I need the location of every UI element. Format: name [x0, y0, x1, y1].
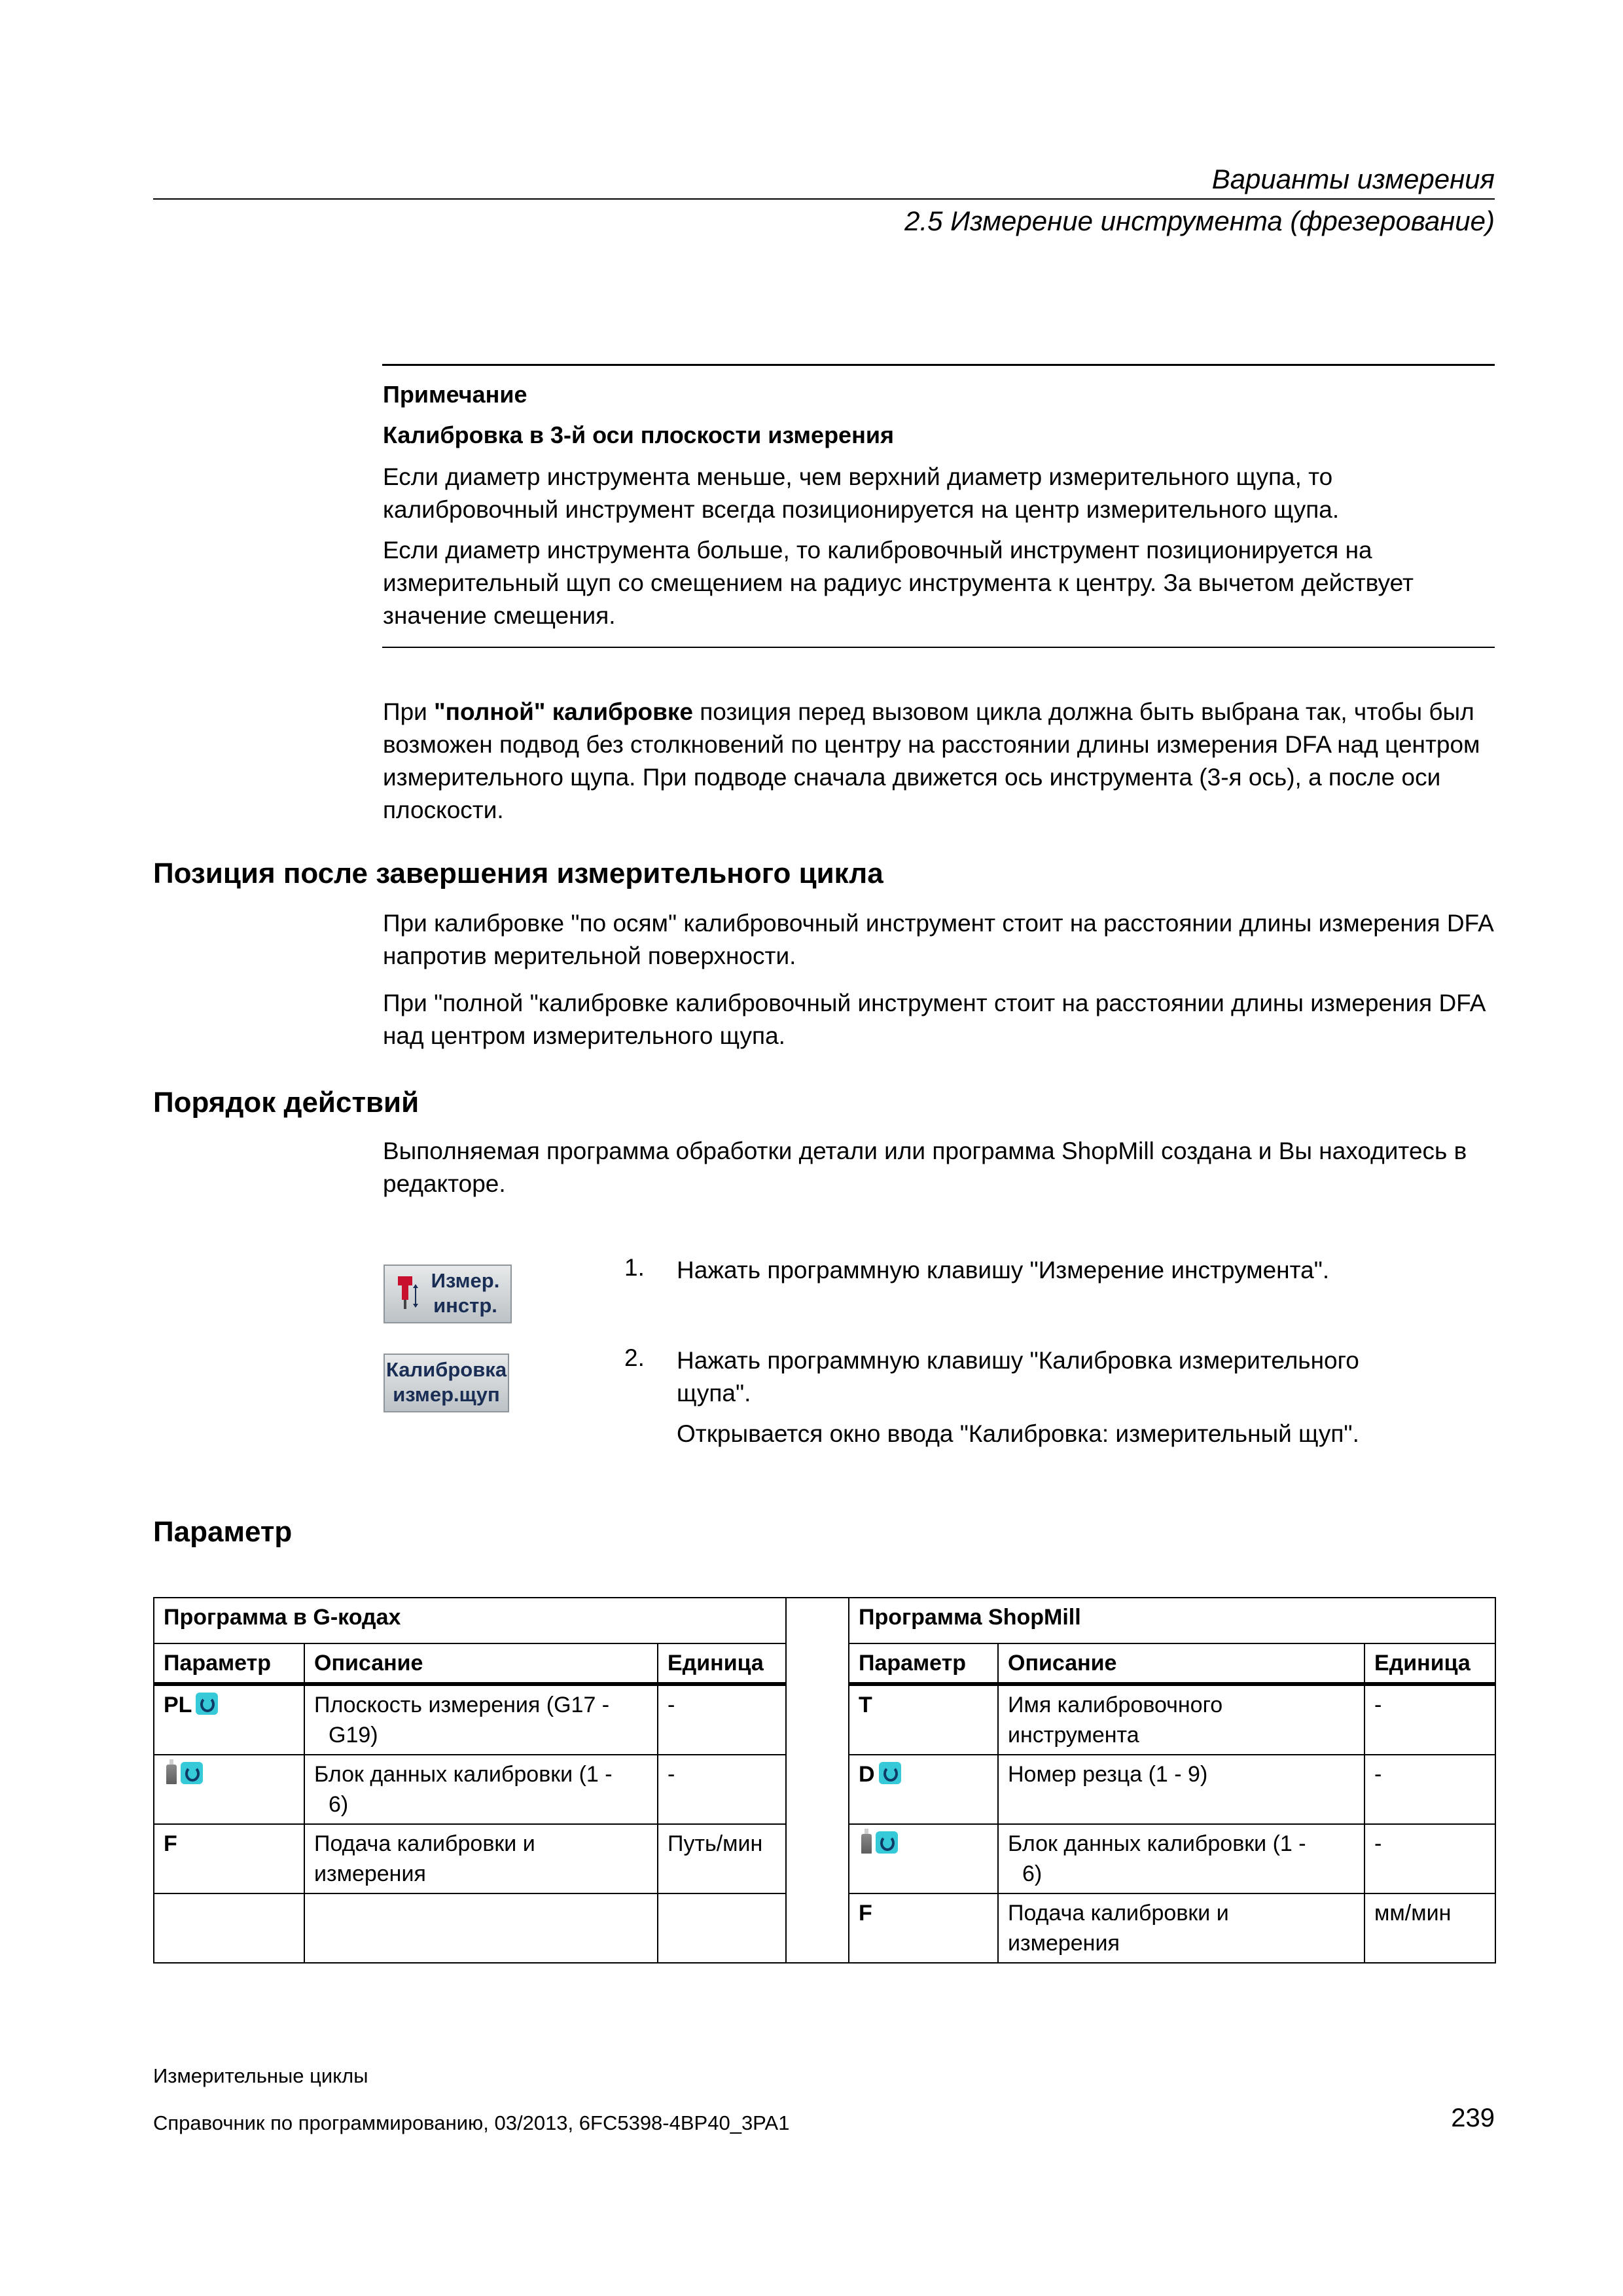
gcode-unit-cell: - — [658, 1684, 786, 1755]
probe-icon — [861, 1834, 872, 1854]
cycle-toggle-icon — [196, 1693, 218, 1715]
probe-icon — [166, 1765, 177, 1784]
note-paragraph-2: Если диаметр инструмента больше, то калибровочный инструмент позиционируется на измерительный щуп со смещением на радиус инструмента к центру. За вычетом действует значение смещения. — [383, 537, 1414, 629]
gcode-col-unit: Единица — [658, 1643, 786, 1684]
note-block — [383, 374, 1495, 632]
shopmill-col-desc: Описание — [998, 1643, 1364, 1684]
softkey-tool-measure[interactable] — [383, 1265, 512, 1323]
step-1-number: 1. — [624, 1254, 645, 1281]
cycle-toggle-icon — [876, 1831, 898, 1854]
position-paragraphs — [383, 907, 1495, 1052]
gcode-desc-cell: Подача калибровки и измерения — [304, 1824, 658, 1893]
step-2-text: Нажать программную клавишу "Калибровка измерительного щупа". — [677, 1347, 1359, 1407]
note-paragraph-1: Если диаметр инструмента меньше, чем верхний диаметр измерительного щупа, то калибровочный инструмент всегда позиционируется на центр измерительного щупа. — [383, 463, 1340, 523]
intro-paragraph — [383, 696, 1495, 827]
table-row — [154, 1893, 304, 1963]
shopmill-unit-cell: - — [1364, 1755, 1495, 1824]
note-title: Калибровка в 3-й оси плоскости измерения — [383, 422, 894, 448]
procedure-paragraph: Выполняемая программа обработки детали или программа ShopMill создана и Вы находитесь в редакторе. — [383, 1138, 1467, 1197]
shopmill-desc-cell: Подача калибровки и измерения — [998, 1893, 1364, 1963]
table-row — [849, 1824, 998, 1893]
step-2-number: 2. — [624, 1344, 645, 1371]
table-row: PL — [154, 1684, 304, 1755]
softkey2-line2: измер.щуп — [393, 1383, 500, 1406]
position-paragraph-1: При калибровке "по осям" калибровочный инструмент стоит на расстоянии длины измерения DFA напротив мерительной поверхности. — [383, 910, 1493, 969]
heading-parameters: Параметр — [153, 1516, 293, 1548]
softkey1-line1: Измер. — [431, 1269, 500, 1292]
intro-bold: "полной" калибровке — [434, 698, 693, 725]
cycle-toggle-icon — [879, 1762, 901, 1784]
gcode-col-param: Параметр — [154, 1643, 304, 1684]
shopmill-desc-cell: Номер резца (1 - 9) — [998, 1755, 1364, 1824]
cycle-toggle-icon — [181, 1762, 203, 1784]
step-2-subtext: Открывается окно ввода "Калибровка: измерительный щуп". — [677, 1420, 1359, 1447]
heading-procedure: Порядок действий — [153, 1086, 419, 1119]
shopmill-desc-cell: Имя калибровочного инструмента — [998, 1684, 1364, 1755]
shopmill-unit-cell: - — [1364, 1824, 1495, 1893]
table-row — [154, 1755, 304, 1824]
note-label: Примечание — [383, 381, 527, 408]
note-top-rule — [382, 364, 1495, 366]
page-number: 239 — [1451, 2104, 1495, 2132]
gcode-col-desc: Описание — [304, 1643, 658, 1684]
running-header-section: 2.5 Измерение инструмента (фрезерование) — [904, 206, 1495, 236]
shopmill-unit-cell: - — [1364, 1684, 1495, 1755]
gcode-desc-cell — [304, 1893, 658, 1963]
table-row: D — [849, 1755, 998, 1824]
step-1-text: Нажать программную клавишу "Измерение инструмента". — [677, 1257, 1330, 1283]
softkey-calibrate-probe[interactable] — [383, 1354, 509, 1412]
table-gap — [786, 1598, 849, 1963]
gcode-program-title: Программа в G-кодах — [154, 1598, 786, 1643]
gcode-unit-cell: Путь/мин — [658, 1824, 786, 1893]
shopmill-col-param: Параметр — [849, 1643, 998, 1684]
footer-book-title: Измерительные циклы — [153, 2064, 368, 2087]
position-paragraph-2: При "полной "калибровке калибровочный инструмент стоит на расстоянии длины измерения DFA над центром измерительного щупа. — [383, 990, 1485, 1049]
header-divider — [153, 198, 1495, 200]
softkey1-line2: инстр. — [433, 1294, 497, 1317]
softkey2-line1: Калибровка — [385, 1358, 507, 1381]
tool-measure-icon — [397, 1275, 419, 1314]
gcode-desc-cell: Плоскость измерения (G17 - G19) — [304, 1684, 658, 1755]
gcode-unit-cell: - — [658, 1755, 786, 1824]
footer-reference: Справочник по программированию, 03/2013, 6FC5398-4BP40_3PA1 — [153, 2111, 790, 2134]
gcode-unit-cell — [658, 1893, 786, 1963]
note-bottom-rule — [382, 647, 1495, 648]
parameter-table — [153, 1597, 1496, 1964]
shopmill-unit-cell: мм/мин — [1364, 1893, 1495, 1963]
shopmill-desc-cell: Блок данных калибровки (1 - 6) — [998, 1824, 1364, 1893]
shopmill-col-unit: Единица — [1364, 1643, 1495, 1684]
shopmill-program-title: Программа ShopMill — [849, 1598, 1495, 1643]
running-header-chapter: Варианты измерения — [1211, 164, 1495, 194]
table-row: T — [849, 1684, 998, 1755]
intro-prefix: При — [383, 698, 435, 725]
gcode-desc-cell: Блок данных калибровки (1 - 6) — [304, 1755, 658, 1824]
table-row: F — [154, 1824, 304, 1893]
heading-position-after-cycle: Позиция после завершения измерительного цикла — [153, 857, 883, 889]
table-row: F — [849, 1893, 998, 1963]
intro-rest: позиция перед вызовом цикла должна быть выбрана так, чтобы был возможен подвод без столкновений по центру на расстоянии длины измерения DFA над центром измерительного щупа. При подводе сначала движется ось инструмента (3-я ось), а после оси плоскости. — [383, 698, 1480, 823]
